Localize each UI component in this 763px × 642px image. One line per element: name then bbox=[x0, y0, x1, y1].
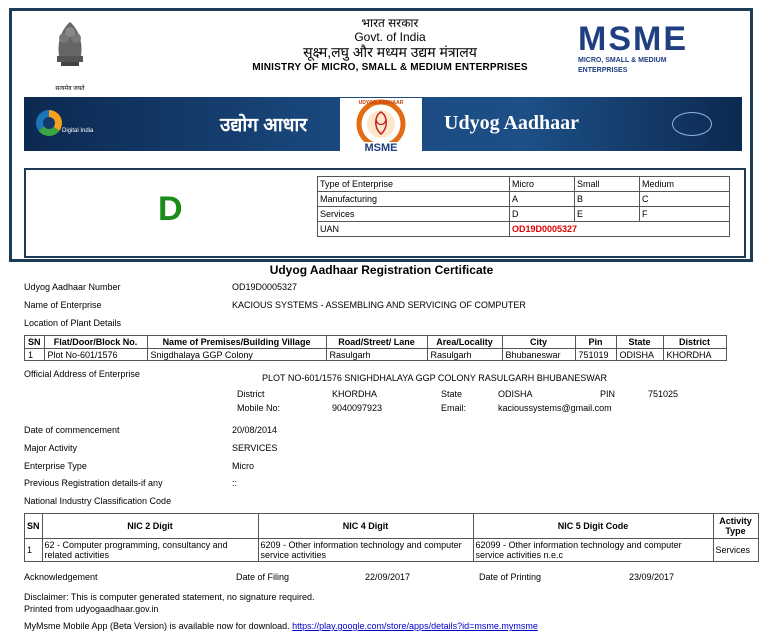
table-row bbox=[25, 539, 759, 562]
email-label: Email: bbox=[441, 403, 467, 413]
plant-col-city: City bbox=[502, 336, 575, 349]
district-value: KHORDHA bbox=[332, 389, 378, 399]
nic-col-activity: Activity Type bbox=[713, 514, 758, 539]
enterprise-type-table bbox=[317, 176, 730, 237]
state-label: State bbox=[441, 389, 463, 399]
activity-label: Major Activity bbox=[24, 443, 78, 453]
plant-cell-city: Bhubaneswar bbox=[502, 349, 575, 361]
activity-value: SERVICES bbox=[232, 443, 278, 453]
uan-value: OD19D0005327 bbox=[232, 282, 298, 292]
plant-cell-premises: Snigdhalaya GGP Colony bbox=[147, 349, 326, 361]
cell-b: B bbox=[575, 192, 640, 207]
nic-table-header bbox=[25, 514, 759, 539]
plant-col-premises: Name of Premises/Building Village bbox=[147, 336, 326, 349]
plant-cell-district: KHORDHA bbox=[663, 349, 726, 361]
app-download-text: MyMsme Mobile App (Beta Version) is available now for download. bbox=[24, 621, 290, 631]
app-download-link[interactable]: https://play.google.com/store/apps/details?id=msme.mymsme bbox=[292, 621, 538, 631]
nic-col-2digit: NIC 2 Digit bbox=[42, 514, 258, 539]
enterprise-name-label: Name of Enterprise bbox=[24, 300, 102, 310]
msme-logo-text: MSME bbox=[578, 20, 688, 58]
nic-table bbox=[24, 513, 759, 562]
category-letter: D bbox=[158, 190, 183, 228]
msme-logo-caption: MICRO, SMALL & MEDIUM ENTERPRISES bbox=[578, 57, 667, 74]
cell-uan-label: UAN bbox=[318, 222, 510, 237]
acknowledgement-label: Acknowledgement bbox=[24, 572, 98, 582]
table-row bbox=[25, 349, 727, 361]
enterprise-type-label: Enterprise Type bbox=[24, 461, 87, 471]
udyog-aadhaar-hindi: उद्योग आधार bbox=[220, 115, 308, 136]
cell-small: Small bbox=[575, 177, 640, 192]
udyog-aadhaar-english: Udyog Aadhaar bbox=[444, 112, 580, 134]
plant-col-district: District bbox=[663, 336, 726, 349]
ministry-hindi-text: सूक्ष्म,लघु और मध्यम उद्यम मंत्रालय bbox=[303, 44, 477, 60]
plant-details-table bbox=[24, 335, 727, 361]
commencement-label: Date of commencement bbox=[24, 425, 120, 435]
government-title bbox=[240, 16, 540, 75]
prev-registration-label: Previous Registration details-if any bbox=[24, 478, 163, 488]
national-emblem-icon bbox=[47, 16, 93, 84]
emblem-caption: सत्यमेव जयते bbox=[55, 86, 85, 92]
uan-label: Udyog Aadhaar Number bbox=[24, 282, 121, 292]
digital-india-label: Digital India bbox=[62, 128, 94, 134]
hindi-govt-text: भारत सरकार bbox=[361, 16, 419, 30]
district-label: District bbox=[237, 389, 265, 399]
plant-location-label: Location of Plant Details bbox=[24, 318, 122, 328]
digital-india-icon bbox=[36, 110, 62, 136]
nic-cell-4digit: 6209 - Other information technology and computer service activities bbox=[258, 539, 473, 562]
plant-col-sn: SN bbox=[25, 336, 45, 349]
cell-type-label: Type of Enterprise bbox=[318, 177, 510, 192]
nic-col-sn: SN bbox=[25, 514, 43, 539]
plant-col-flat: Flat/Door/Block No. bbox=[44, 336, 147, 349]
printing-date-value: 23/09/2017 bbox=[629, 572, 675, 582]
cell-micro: Micro bbox=[510, 177, 575, 192]
prev-registration-value: :: bbox=[232, 478, 238, 488]
plant-cell-area: Rasulgarh bbox=[427, 349, 502, 361]
plant-col-area: Area/Locality bbox=[427, 336, 502, 349]
plant-cell-pin: 751019 bbox=[575, 349, 616, 361]
disclaimer-text: Disclaimer: This is computer generated statement, no signature required. bbox=[24, 592, 315, 602]
nic-cell-activity: Services bbox=[713, 539, 758, 562]
msme-badge-icon bbox=[672, 112, 712, 136]
nic-col-4digit: NIC 4 Digit bbox=[258, 514, 473, 539]
enterprise-type-value: Micro bbox=[232, 461, 254, 471]
plant-cell-flat: Plot No-601/1576 bbox=[44, 349, 147, 361]
govt-of-india-text: Govt. of India bbox=[354, 30, 426, 44]
cell-uan-value: OD19D0005327 bbox=[510, 222, 730, 237]
cell-services: Services bbox=[318, 207, 510, 222]
plant-cell-road: Rasulgarh bbox=[326, 349, 427, 361]
seal-top-text: UDYOG AADHAAR bbox=[358, 100, 404, 106]
nic-cell-sn: 1 bbox=[25, 539, 43, 562]
cell-e: E bbox=[575, 207, 640, 222]
printing-date-label: Date of Printing bbox=[479, 572, 542, 582]
cell-manufacturing: Manufacturing bbox=[318, 192, 510, 207]
pin-label: PIN bbox=[600, 389, 616, 399]
cell-d: D bbox=[510, 207, 575, 222]
plant-cell-sn: 1 bbox=[25, 349, 45, 361]
app-download-line bbox=[24, 621, 538, 632]
seal-msme-text: MSME bbox=[364, 142, 398, 154]
cell-c: C bbox=[640, 192, 730, 207]
filing-date-label: Date of Filing bbox=[236, 572, 290, 582]
official-address-value: PLOT NO-601/1576 SNIGHDHALAYA GGP COLONY RASULGARH BHUBANESWAR bbox=[262, 373, 607, 383]
commencement-value: 20/08/2014 bbox=[232, 425, 278, 435]
printed-from-text: Printed from udyogaadhaar.gov.in bbox=[24, 604, 159, 614]
plant-table-header bbox=[25, 336, 727, 349]
nic-col-5digit: NIC 5 Digit Code bbox=[473, 514, 713, 539]
cell-medium: Medium bbox=[640, 177, 730, 192]
plant-cell-state: ODISHA bbox=[616, 349, 663, 361]
plant-col-state: State bbox=[616, 336, 663, 349]
plant-col-pin: Pin bbox=[575, 336, 616, 349]
mobile-value: 9040097923 bbox=[332, 403, 383, 413]
ministry-english-text: MINISTRY OF MICRO, SMALL & MEDIUM ENTERPRISES bbox=[252, 62, 528, 73]
state-value: ODISHA bbox=[498, 389, 533, 399]
nic-label: National Industry Classification Code bbox=[24, 496, 172, 506]
nic-cell-2digit: 62 - Computer programming, consultancy and related activities bbox=[42, 539, 258, 562]
mobile-label: Mobile No: bbox=[237, 403, 281, 413]
msme-logo bbox=[578, 22, 710, 82]
email-value: kacioussystems@gmail.com bbox=[498, 403, 612, 413]
pin-value: 751025 bbox=[648, 389, 679, 399]
enterprise-name-value: KACIOUS SYSTEMS - ASSEMBLING AND SERVICING OF COMPUTER bbox=[232, 300, 526, 310]
certificate-title: Udyog Aadhaar Registration Certificate bbox=[269, 263, 494, 277]
nic-cell-5digit: 62099 - Other information technology and computer service activities n.e.c bbox=[473, 539, 713, 562]
cell-f: F bbox=[640, 207, 730, 222]
cell-a: A bbox=[510, 192, 575, 207]
official-address-label: Official Address of Enterprise bbox=[24, 369, 140, 379]
filing-date-value: 22/09/2017 bbox=[365, 572, 411, 582]
plant-col-road: Road/Street/ Lane bbox=[326, 336, 427, 349]
